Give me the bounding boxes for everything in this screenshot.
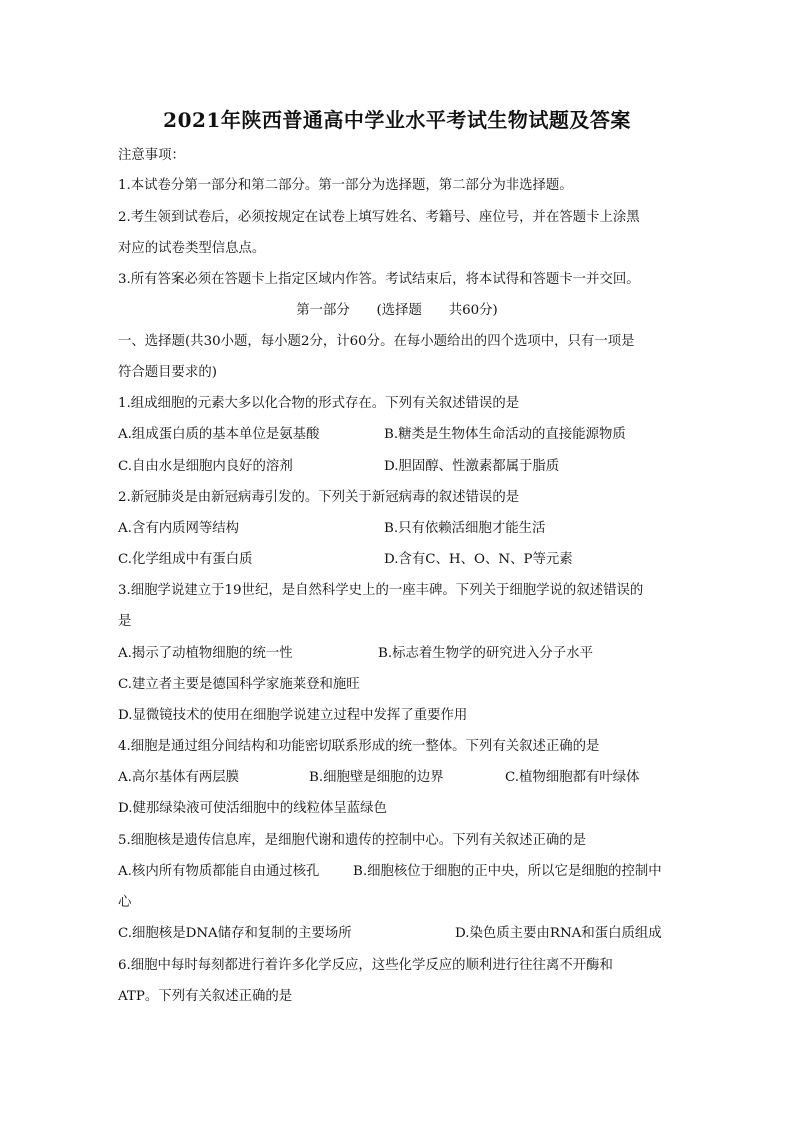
notice-item-2: 2.考生领到试卷后，必须按规定在试卷上填写姓名、考籍号、座位号，并在答题卡上涂黑	[118, 210, 640, 225]
question-1-option-d: D.胆固醇、性激素都属于脂质	[384, 459, 560, 474]
question-2-option-d: D.含有C、H、O、N、P等元素	[384, 552, 573, 567]
question-1-option-a: A.组成蛋白质的基本单位是氨基酸	[118, 427, 320, 442]
notice-heading: 注意事项：	[118, 148, 185, 163]
question-5-option-b: B.细胞核位于细胞的正中央，所以它是细胞的控制中	[353, 864, 662, 879]
question-4-option-c: C.植物细胞都有叶绿体	[505, 770, 640, 785]
notice-item-2-continued: 对应的试卷类型信息点。	[118, 241, 266, 256]
question-5-option-a: A.核内所有物质都能自由通过核孔	[118, 864, 320, 879]
question-2-option-c: C.化学组成中有蛋白质	[118, 552, 253, 567]
question-5-option-b-continued: 心	[118, 895, 132, 910]
section-one-intro: 一、选择题(共30小题，每小题2分，计60分。在每小题给出的四个选项中，只有一项是	[118, 334, 635, 349]
notice-item-3: 3.所有答案必须在答题卡上指定区域内作答。考试结束后，将本试得和答题卡一并交回。	[118, 272, 640, 287]
question-1-option-c: C.自由水是细胞内良好的溶剂	[118, 459, 293, 474]
question-4-stem: 4.细胞是通过组分间结构和功能密切联系形成的统一整体。下列有关叙述正确的是	[118, 739, 600, 754]
question-5-option-d: D.染色质主要由RNA和蛋白质组成	[455, 926, 662, 941]
question-3-option-d: D.显微镜技术的使用在细胞学说建立过程中发挥了重要作用	[118, 708, 468, 723]
question-6-stem: 6.细胞中每时每刻都进行着许多化学反应，这些化学反应的顺利进行往往离不开酶和	[118, 958, 613, 973]
question-1-stem: 1.组成细胞的元素大多以化合物的形式存在。下列有关叙述错误的是	[118, 396, 520, 411]
question-2-option-a: A.含有内质网等结构	[118, 521, 240, 536]
question-3-option-b: B.标志着生物学的研究进入分子水平	[378, 646, 593, 661]
part-one-heading: 第一部分 (选择题 共60分)	[296, 303, 498, 318]
question-6-stem-continued: ATP。下列有关叙述正确的是	[118, 989, 293, 1004]
question-5-option-c: C.细胞核是DNA储存和复制的主要场所	[118, 926, 352, 941]
question-4-option-b: B.细胞壁是细胞的边界	[309, 770, 444, 785]
question-1-option-b: B.糖类是生物体生命活动的直接能源物质	[384, 427, 626, 442]
question-3-stem-continued: 是	[118, 614, 132, 629]
question-2-stem: 2.新冠肺炎是由新冠病毒引发的。下列关于新冠病毒的叙述错误的是	[118, 490, 520, 505]
question-3-option-a: A.揭示了动植物细胞的统一性	[118, 646, 293, 661]
notice-item-1: 1.本试卷分第一部分和第二部分。第一部分为选择题，第二部分为非选择题。	[118, 178, 573, 193]
document-title: 2021年陕西普通高中学业水平考试生物试题及答案	[163, 108, 631, 132]
question-3-option-c: C.建立者主要是德国科学家施莱登和施旺	[118, 677, 360, 692]
question-5-stem: 5.细胞核是遗传信息库，是细胞代谢和遗传的控制中心。下列有关叙述正确的是	[118, 833, 587, 848]
section-one-intro-continued: 符合题目要求的)	[118, 365, 217, 380]
question-3-stem: 3.细胞学说建立于19世纪，是自然科学史上的一座丰碑。下列关于细胞学说的叙述错误的	[118, 583, 644, 598]
question-2-option-b: B.只有依赖活细胞才能生活	[384, 521, 546, 536]
question-4-option-d: D.健那绿染液可使活细胞中的线粒体呈蓝绿色	[118, 801, 387, 816]
question-4-option-a: A.高尔基体有两层膜	[118, 770, 240, 785]
